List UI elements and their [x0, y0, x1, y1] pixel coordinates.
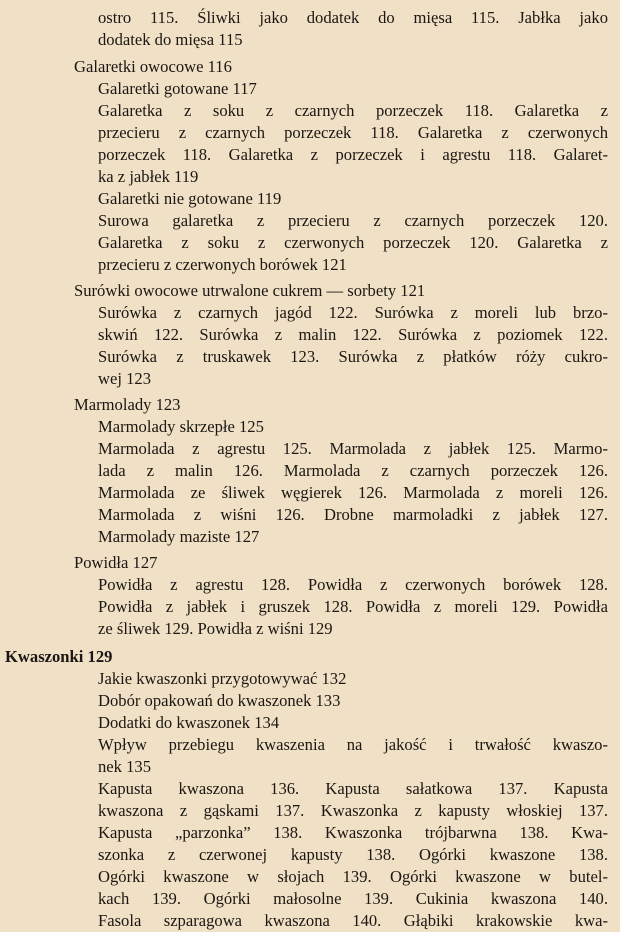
text-line: Marmolada z agrestu 125. Marmolada z jabłek 125. Marmo- — [98, 439, 608, 458]
text-line: Dobór opakowań do kwaszonek 133 — [98, 691, 341, 710]
text-line: nek 135 — [98, 757, 151, 776]
text-line: ze śliwek 129. Powidła z wiśni 129 — [98, 619, 333, 638]
subsection-heading: Marmolady 123 — [74, 395, 181, 414]
text-line: Galaretki gotowane 117 — [98, 79, 257, 98]
text-line: Wpływ przebiegu kwaszenia na jakość i trwałość kwaszo- — [98, 735, 608, 754]
text-line: kach 139. Ogórki małosolne 139. Cukinia kwaszona 140. — [98, 889, 608, 908]
text-line: Fasola szparagowa kwaszona 140. Głąbiki krakowskie kwa- — [98, 911, 608, 930]
text-line: Surówka z truskawek 123. Surówka z płatków róży cukro- — [98, 347, 608, 366]
text-line: skwiń 122. Surówka z malin 122. Surówka z poziomek 122. — [98, 325, 608, 344]
text-line: Ogórki kwaszone w słojach 139. Ogórki kwaszone w butel- — [98, 867, 608, 886]
text-line: Kapusta kwaszona 136. Kapusta sałatkowa 137. Kapusta — [98, 779, 608, 798]
text-line: Galaretki nie gotowane 119 — [98, 189, 282, 208]
text-line: ostro 115. Śliwki jako dodatek do mięsa 115. Jabłka jako — [98, 8, 608, 27]
text-line: przecieru z czerwonych borówek 121 — [98, 255, 347, 274]
subsection-heading: Powidła 127 — [74, 553, 158, 572]
text-line: kwaszona z gąskami 137. Kwaszonka z kapusty włoskiej 137. — [98, 801, 608, 820]
text-line: Marmolady maziste 127 — [98, 527, 260, 546]
text-line: porzeczek 118. Galaretka z porzeczek i agrestu 118. Galaret- — [98, 145, 608, 164]
text-line: Marmolada ze śliwek węgierek 126. Marmolada z moreli 126. — [98, 483, 608, 502]
text-line: Jakie kwaszonki przygotowywać 132 — [98, 669, 347, 688]
text-line: Dodatki do kwaszonek 134 — [98, 713, 280, 732]
subsection-heading: Galaretki owocowe 116 — [74, 57, 232, 76]
text-line: wej 123 — [98, 369, 151, 388]
text-line: Marmolada z wiśni 126. Drobne marmoladki z jabłek 127. — [98, 505, 608, 524]
text-line: Powidła z jabłek i gruszek 128. Powidła z moreli 129. Powidła — [98, 597, 608, 616]
text-line: szonka z czerwonej kapusty 138. Ogórki kwaszone 138. — [98, 845, 608, 864]
text-line: Galaretka z soku z czarnych porzeczek 118. Galaretka z — [98, 101, 608, 120]
text-line: Powidła z agrestu 128. Powidła z czerwonych borówek 128. — [98, 575, 608, 594]
text-line: Surowa galaretka z przecieru z czarnych porzeczek 120. — [98, 211, 608, 230]
text-line: lada z malin 126. Marmolada z czarnych porzeczek 126. — [98, 461, 608, 480]
subsection-heading: Surówki owocowe utrwalone cukrem — sorbety 121 — [74, 281, 426, 300]
text-line: Surówka z czarnych jagód 122. Surówka z moreli lub brzo- — [98, 303, 608, 322]
text-line: Kapusta „parzonka” 138. Kwaszonka trójbarwna 138. Kwa- — [98, 823, 608, 842]
text-line: Marmolady skrzepłe 125 — [98, 417, 264, 436]
text-line: Galaretka z soku z czerwonych porzeczek 120. Galaretka z — [98, 233, 608, 252]
section-heading: Kwaszonki 129 — [5, 647, 113, 666]
text-line: dodatek do mięsa 115 — [98, 30, 243, 49]
text-line: ka z jabłek 119 — [98, 167, 199, 186]
text-line: przecieru z czarnych porzeczek 118. Galaretka z czerwonych — [98, 123, 608, 142]
